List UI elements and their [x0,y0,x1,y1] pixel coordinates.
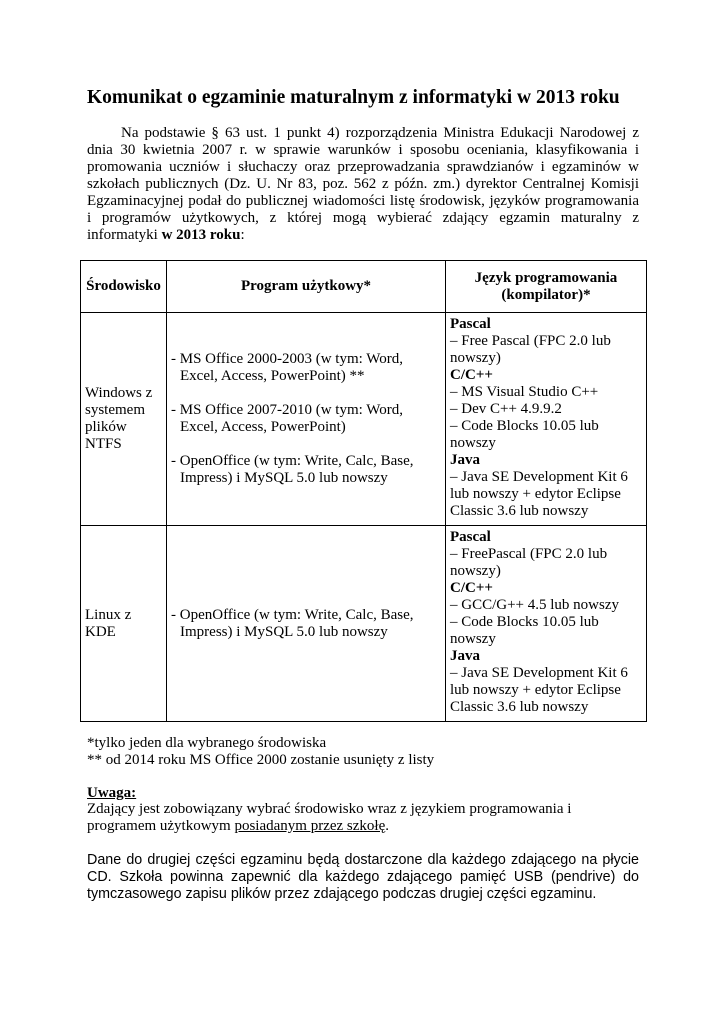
language-name: C/C++ [450,367,493,383]
warning-title: Uwaga: [87,785,137,801]
header-language: Język programowania (kompilator)* [446,261,647,313]
intro-text: Na podstawie § 63 ust. 1 punkt 4) rozporządzenia Ministra Edukacji Narodowej z dnia 30 kwietnia 2007 r. w sprawie warunków i sposobu oceniania, klasyfikowania i promowania uczniów i słuchaczy oraz przeprowadzania sprawdzianów i egzaminów w szkołach publicznych (Dz. U. Nr 83, poz. 562 z późn. zm.) dyrektor Centralnej Komisji Egzaminacyjnej podał do publicznej wiadomości listę środowisk, języków programowania i programów użytkowych, z której mogą wybierać zdający egzamin maturalny z informatyki [87,125,639,243]
table-body [81,313,647,722]
table-row [81,313,647,526]
footnote-double: ** od 2014 roku MS Office 2000 zostanie usunięty z listy [87,752,435,768]
intro-bold-year: w 2013 roku [161,227,241,243]
intro-end: : [240,227,245,243]
warning-text-start: Zdający jest zobowiązany wybrać środowisko wraz z językiem programowania i programem użytkowym [87,801,572,834]
compiler-item: – Java SE Development Kit 6 lub nowszy + edytor Eclipse Classic 3.6 lub nowszy [450,469,628,519]
program-item: - OpenOffice (w tym: Write, Calc, Base, Impress) i MySQL 5.0 lub nowszy [171,606,414,640]
compiler-item: – MS Visual Studio C++ [450,384,599,400]
footnote-single: *tylko jeden dla wybranego środowiska [87,735,327,751]
program-cell [167,313,446,526]
header-environment: Środowisko [81,261,167,313]
header-program: Program użytkowy* [167,261,446,313]
environments-table [80,260,647,722]
compiler-item: – Code Blocks 10.05 lub nowszy [450,418,599,451]
language-name: Pascal [450,316,491,332]
footnotes [87,735,639,769]
environment-cell: Windows z systemem plików NTFS [81,313,167,526]
language-cell [446,526,647,722]
language-name: Pascal [450,529,491,545]
compiler-item: – Java SE Development Kit 6 lub nowszy + edytor Eclipse Classic 3.6 lub nowszy [450,665,628,715]
language-name: Java [450,648,480,664]
language-name: C/C++ [450,580,493,596]
table-header-row [81,261,647,313]
compiler-item: – Free Pascal (FPC 2.0 lub nowszy) [450,333,611,366]
table-row [81,526,647,722]
warning-underlined: posiadanym przez szkołę [234,818,386,834]
language-cell [446,313,647,526]
document-title: Komunikat o egzaminie maturalnym z informatyki w 2013 roku [87,87,620,108]
compiler-item: – FreePascal (FPC 2.0 lub nowszy) [450,546,608,579]
program-item: - OpenOffice (w tym: Write, Calc, Base, Impress) i MySQL 5.0 lub nowszy [171,453,414,486]
compiler-item: – Code Blocks 10.05 lub nowszy [450,614,599,647]
compiler-item: – GCC/G++ 4.5 lub nowszy [450,597,620,613]
environment-cell: Linux z KDE [81,526,167,722]
warning-text-end: . [385,818,389,834]
program-item: - MS Office 2000-2003 (w tym: Word, Excel, Access, PowerPoint) ** [171,351,403,384]
program-item: - MS Office 2007-2010 (w tym: Word, Excel, Access, PowerPoint) [171,402,403,435]
language-name: Java [450,452,480,468]
warning-text [87,801,639,835]
intro-paragraph [87,125,639,244]
cd-info-paragraph: Dane do drugiej części egzaminu będą dostarczone dla każdego zdającego na płycie CD. Szkoła powinna zapewnić dla każdego zdającego pamięć USB (pendrive) do tymczasowego zapisu plików przez zdającego podczas drugiej części egzaminu. [87,852,639,902]
program-cell [167,526,446,722]
compiler-item: – Dev C++ 4.9.9.2 [450,401,562,417]
